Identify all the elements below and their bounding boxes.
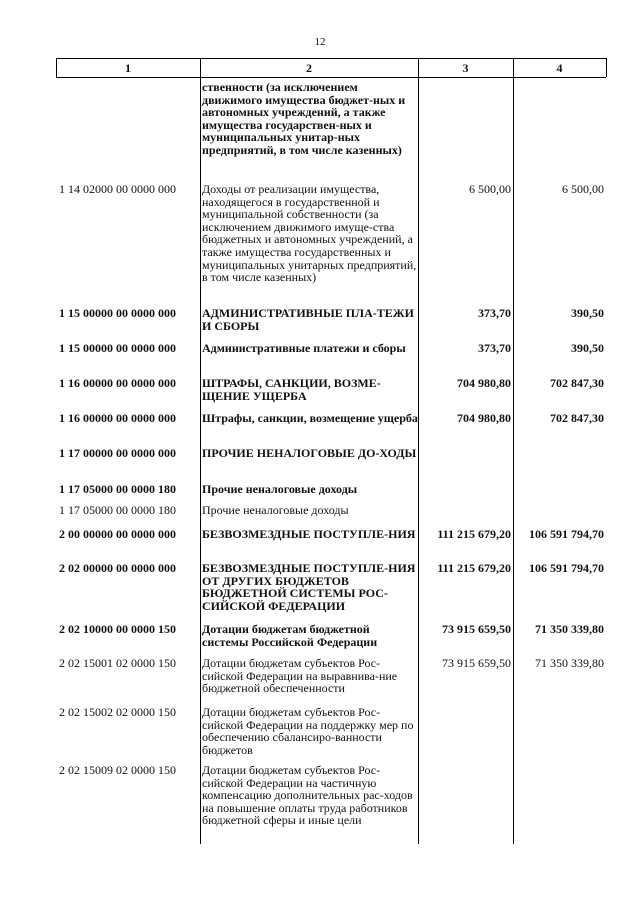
row-name: Прочие неналоговые доходы: [202, 503, 349, 517]
row-value-2: 390,50: [571, 341, 604, 355]
row-name: Административные платежи и сборы: [202, 341, 406, 355]
row-value-1: 373,70: [478, 341, 511, 355]
row-value-2: 6 500,00: [562, 182, 604, 196]
row-value-2: 390,50: [571, 306, 604, 320]
row-code: 1 15 00000 00 0000 000: [59, 306, 176, 320]
row-code: 1 17 00000 00 0000 000: [59, 446, 176, 460]
row-value-1: 373,70: [478, 306, 511, 320]
row-code: 2 02 00000 00 0000 000: [59, 561, 176, 575]
table-top-rule: [56, 58, 606, 59]
header-col-4: 4: [556, 61, 563, 75]
budget-table: [56, 58, 606, 844]
row-value-2: 71 350 339,80: [535, 622, 604, 636]
row-name: АДМИНИСТРАТИВНЫЕ ПЛА-ТЕЖИ И СБОРЫ: [202, 306, 414, 333]
row-value-1: 73 915 659,50: [442, 656, 511, 670]
row-code: 2 02 10000 00 0000 150: [59, 622, 176, 636]
row-value-2: 106 591 794,70: [529, 561, 604, 575]
header-col-1: 1: [125, 61, 131, 75]
col-divider-2: [418, 58, 419, 844]
row-code: 1 16 00000 00 0000 000: [59, 376, 176, 390]
header-col-2: 2: [306, 61, 312, 75]
row-code: 2 02 15001 02 0000 150: [59, 656, 176, 670]
row-value-1: 6 500,00: [469, 182, 511, 196]
row-value-2: 71 350 339,80: [535, 656, 604, 670]
row-code: 1 16 00000 00 0000 000: [59, 411, 176, 425]
row-value-1: 704 980,80: [457, 411, 511, 425]
row-name: Дотации бюджетам субъектов Рос-сийской Федерации на выравнива-ние бюджетной обеспеченности: [202, 656, 398, 696]
col-divider-1: [200, 58, 201, 844]
row-name: Дотации бюджетам субъектов Рос-сийской Федерации на поддержку мер по обеспечению сбалансиро-ванности бюджетов: [202, 705, 414, 757]
row-name: Доходы от реализации имущества, находящегося в государственной и муниципальной собственности (за исключением движимого имуще-ства бюджетных и автономных учреждений, а также имущества государственных и муниципальных унитарных предприятий, в том числе казенных): [202, 182, 417, 285]
row-code: 2 02 15002 02 0000 150: [59, 705, 176, 719]
header-bottom-rule: [56, 77, 606, 78]
row-code: 1 14 02000 00 0000 000: [59, 182, 176, 196]
row-value-1: 111 215 679,20: [437, 527, 511, 541]
col-divider-4: [606, 58, 607, 77]
row-code: 2 00 00000 00 0000 000: [59, 527, 176, 541]
row-value-1: 111 215 679,20: [437, 561, 511, 575]
row-value-1: 73 915 659,50: [442, 622, 511, 636]
row-value-2: 106 591 794,70: [529, 527, 604, 541]
row-name: Штрафы, санкции, возмещение ущерба: [202, 411, 418, 425]
row-name: Дотации бюджетам бюджетной системы Российской Федерации: [202, 622, 378, 649]
header-col-3: 3: [462, 61, 469, 75]
row-code: 1 17 05000 00 0000 180: [59, 503, 176, 517]
row-name: БЕЗВОЗМЕЗДНЫЕ ПОСТУПЛЕ-НИЯ: [202, 527, 416, 541]
row-code: 1 17 05000 00 0000 180: [59, 482, 176, 496]
row-name: Прочие неналоговые доходы: [202, 482, 358, 496]
row-code: 1 15 00000 00 0000 000: [59, 341, 176, 355]
col-divider-3: [513, 58, 514, 844]
page-number: 12: [314, 36, 326, 48]
row-name: ПРОЧИЕ НЕНАЛОГОВЫЕ ДО-ХОДЫ: [202, 446, 417, 460]
row-code: 2 02 15009 02 0000 150: [59, 763, 176, 777]
row-value-2: 702 847,30: [550, 376, 604, 390]
row-value-2: 702 847,30: [550, 411, 604, 425]
row-name: Дотации бюджетам субъектов Рос-сийской Федерации на частичную компенсацию дополнительных рас-ходов на повышение оплаты труда работников бюджетной сферы и иные цели: [202, 763, 413, 828]
row-name: БЕЗВОЗМЕЗДНЫЕ ПОСТУПЛЕ-НИЯ ОТ ДРУГИХ БЮДЖЕТОВ БЮДЖЕТНОЙ СИСТЕМЫ РОС-СИЙСКОЙ ФЕДЕРАЦИИ: [202, 561, 416, 613]
row-name: ШТРАФЫ, САНКЦИИ, ВОЗМЕ-ЩЕНИЕ УЩЕРБА: [202, 376, 381, 403]
row-value-1: 704 980,80: [457, 376, 511, 390]
row-name: ственности (за исключением движимого имущества бюджет-ных и автономных учреждений, а также имущества государствен-ных и муниципальных унитар-ных предприятий, в том числе казенных): [202, 80, 406, 157]
